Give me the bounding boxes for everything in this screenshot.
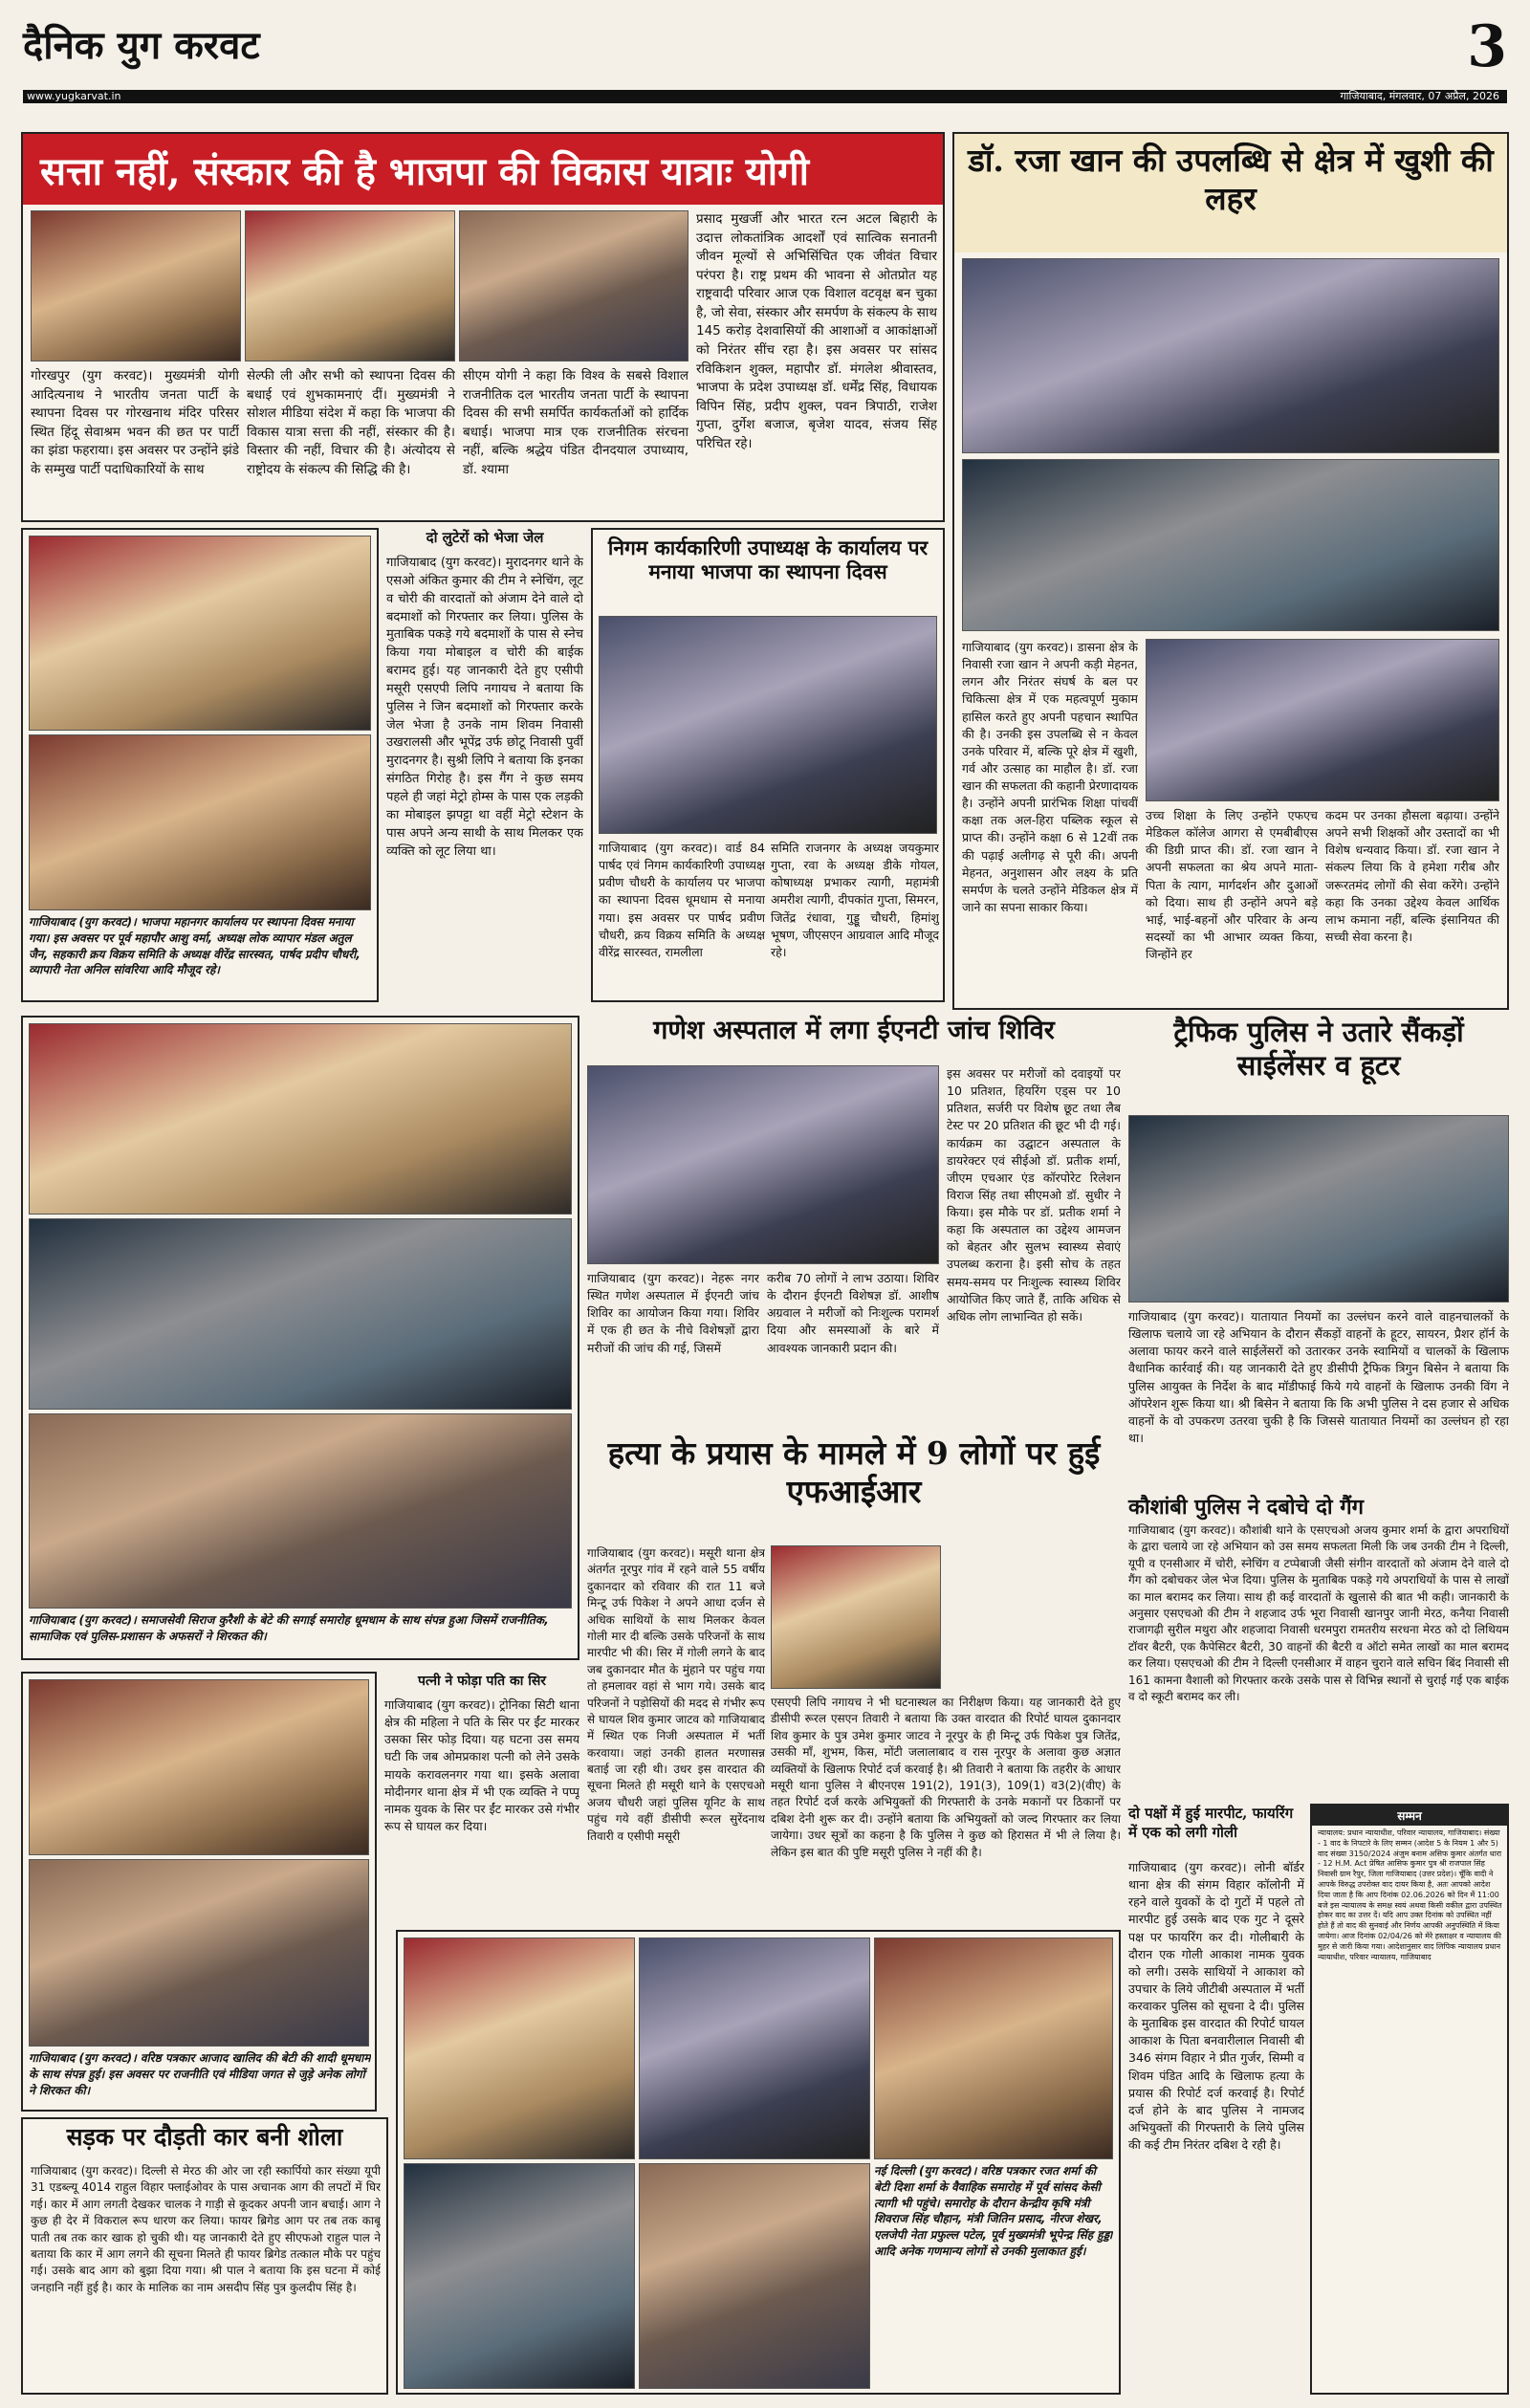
wedding-photo-2 bbox=[29, 1859, 369, 2047]
story-traffic-body: गाजियाबाद (युग करवट)। यातायात नियमों का उल्लंघन करने वाले वाहनचालकों के खिलाफ चलाये जा रहे अभियान के दौरान सैंकड़ों वाहनों के हूटर, सायरन, प्रैशर हॉर्न के अलावा फायर करने वाले साईलेंसरों को उतारकर उनके स्वामियों व चालकों के खिलाफ वैधानिक कार्रवाई की। यह जानकारी देते हुए डीसीपी ट्रैफिक त्रिगुन बिसेन ने बताया कि पुलिस आयुक्त के निर्देश के बाद मॉडीफाई किये गये वाहनों के खिलाफ उनकी विंग ने ऑपरेशन शुरू किया था। श्री बिसेन ने बताया कि कि अभी पुलिस ने दस हजार से अधिक वाहनों के वो उपकरण उतरवा चुकी है कि जिससे यातायात नियमों का उल्लंघन हो रहा था। bbox=[1128, 1309, 1509, 1445]
story-ganesh-headline: गणेश अस्पताल में लगा ईएनटी जांच शिविर bbox=[653, 1016, 1055, 1045]
story-yogi-photo-1 bbox=[31, 210, 241, 361]
wedding-photo-1 bbox=[29, 1679, 369, 1855]
newspaper-brand: दैनिक युग करवट bbox=[23, 23, 260, 68]
story-murder-col-1: गाजियाबाद (युग करवट)। मसूरी थाना क्षेत्र अंतर्गत नूरपुर गांव में रहने वाले 55 वर्षीय दुकानदार को रविवार की रात 11 बजे मिन्टू उर्फ पिकेश ने अपने आधा दर्जन से अधिक साथियों के साथ मिलकर केवल गोली मार दी बल्कि उसके परिजनों के साथ मारपीट भी की। सिर में गोली लगने के बाद जब दुकानदार मौत के मुंहाने पर पहुंच गया तो हमलावर वहां से भाग गये। उसके बाद परिजनों ने पड़ोसियों की मदद से गंभीर रूप से घायल शिव कुमार जाटव को गाजियाबाद में स्थित एक निजी अस्पताल में भर्ती करवाया। जहां उनकी हालत मरणासन्न बताई जा रही थी। उधर इस वारदात की सूचना मिलते ही मसूरी थाने के एसएचओ अजय चौधरी जहां पुलिस यूनिट के साथ पहुंच गये वहीं डीसीपी रूरल सुरेंदनाथ तिवारी व एसीपी मसूरी bbox=[587, 1546, 765, 1843]
delhi-photo-1 bbox=[404, 1937, 635, 2159]
legal-summons bbox=[1310, 1804, 1509, 2395]
story-yogi-col-3: सीएम योगी ने कहा कि विश्व के सबसे विशाल राजनीतिक दल भारतीय जनता पार्टी के स्थापना दिवस की सभी समर्पित कार्यकर्ताओं को हार्दिक बधाई। भाजपा मात्र एक राजनीतिक संरचना नहीं, बल्कि श्रद्धेय पंडित दीनदयाल उपाध्याय, डॉ. श्यामा bbox=[463, 368, 688, 477]
website-url[interactable]: www.yugkarvat.in bbox=[27, 90, 121, 102]
story-ganesh-col-2: गाजियाबाद (युग करवट)। नेहरू नगर स्थित गणेश अस्पताल में ईएनटी जांच शिविर का आयोजन किया गया। शिविर में एक ही छत के नीचे विशेषज्ञों द्वारा मरीजों की जांच की गई, जिसमें bbox=[587, 1271, 759, 1355]
story-nigam-headline: निगम कार्यकारिणी उपाध्यक्ष के कार्यालय पर मनाया भाजपा का स्थापना दिवस bbox=[607, 536, 929, 584]
story-nigam-col-1: गाजियाबाद (युग करवट)। वार्ड 84 पार्षद एवं निगम कार्यकारिणी उपाध्यक्ष प्रवीण चौधरी के कार्यालय पर भाजपा का स्थापना दिवस धूमधाम से मनाया गया। इस अवसर पर पार्षद प्रवीण चौधरी, क्रय विक्रय समिति के अध्यक्ष वीरेंद्र सारस्वत, रामलीला bbox=[599, 841, 765, 959]
story-wife-husband bbox=[384, 1672, 579, 1959]
story-car-headline: सड़क पर दौड़ती कार बनी शोला bbox=[66, 2123, 343, 2151]
masthead bbox=[23, 13, 1507, 101]
story-yogi-col-4: प्रसाद मुखर्जी और भारत रत्न अटल बिहारी के उदात्त लोकतांत्रिक आदर्शों एवं सात्विक सनातनी जीवन मूल्यों से अभिसिंचित एक जीवंत विचार परंपरा है। राष्ट्र प्रथम की भावना से ओतप्रोत यह राष्ट्रवादी परिवार आज एक विशाल वटवृक्ष बन चुका है, जो सेवा, संस्कार और समर्पण के संकल्प के साथ 145 करोड़ देशवासियों की आशाओं व आकांक्षाओं को निरंतर सींच रहा है। इस अवसर पर सांसद रविकिशन शुक्ल, महापौर डॉ. मंगलेश श्रीवास्तव, भाजपा के प्रदेश उपाध्यक्ष डॉ. धर्मेंद्र सिंह, विधायक विपिन सिंह, प्रदीप शुक्ल, पवन त्रिपाठी, राजेश गुप्ता, दुर्गेश बजाज, बृजेश यादव, संजय सिंह परिचित रहे। bbox=[696, 211, 937, 451]
story-raza-photo-2 bbox=[962, 459, 1499, 631]
story-robbers-body: गाजियाबाद (युग करवट)। मुरादनगर थाने के एसओ अंकित कुमार की टीम ने स्नेचिंग, लूट व चोरी की वारदातों को अंजाम देने वाले दो बदमाशों को गिरफ्तार कर लिया। पुलिस के मुताबिक पकड़े गये बदमाशों के पास से स्नेच किया गया मोबाइल व चोरी की बाईक बरामद हुई। यह जानकारी देते हुए एसीपी मसूरी एसएपी लिपि नगायच ने बताया कि पुलिस ने जिन बदमाशों को गिरफ्तार करके जेल भेजा है उनके नाम शिवम निवासी उखरालसी और भूपेंद्र उर्फ छोटू निवासी पुर्वी मुरादनगर है। सुश्री लिपि ने बताया कि इनका संगठित गिरोह है। इस गैंग ने कुछ समय पहले ही जहां मेट्रो होम्स के पास एक लड़की का मोबाइल झपट्टा था वहीं मेट्रो स्टेशन के पास अपने अन्य साथी के साथ मिलकर एक व्यक्ति को लूट लिया था। bbox=[386, 556, 583, 859]
story-raza-photo-3 bbox=[1146, 639, 1499, 801]
story-nigam-photo bbox=[599, 616, 937, 834]
dateline: गाजियाबाद, मंगलवार, 07 अप्रैल, 2026 bbox=[1340, 90, 1499, 102]
story-traffic-photo bbox=[1128, 1115, 1509, 1303]
story-murder-col-2: एसएपी लिपि नगायच ने भी घटनास्थल का निरीक्षण किया। यह जानकारी देते हुए डीसीपी रूरल एसएन तिवारी ने बताया कि उक्त वारदात की रिपोर्ट घायल दुकानदार शिव कुमार के पुत्र उमेश कुमार जाटव ने नूरपुर के ही मिन्टू उर्फ पिकेश पुत्र जितेंद्र, उसकी माँ, शुभम, किस, मोंटी जलालाबाद व रास नूरपुर के अलावा कुछ अज्ञात व्यक्तियों के खिलाफ रिपोर्ट दर्ज करवाई है। श्री तिवारी ने बताया कि तहरीर के आधार मसूरी थाना पुलिस ने बीएनएस 191(2), 191(3), 109(1) व3(2)(वीए) के तहत रिपोर्ट दर्ज करके अभियुक्तों की गिरफ्तारी के उनके मकानों पर ठिकानों पर दबिश देनी शुरू कर दी। उन्होंने बताया कि अभियुक्तों को जल्द गिरफ्तार कर लिया जायेगा। उधर सूत्रों का कहना है कि पुलिस ने कुछ को हिरासत में भी ले लिया है। लेकिन इस बात की पुष्टि मसूरी पुलिस ने नहीं की है। bbox=[771, 1696, 1121, 1859]
delhi-caption: नई दिल्ली (युग करवट)। वरिष्ठ पत्रकार रजत शर्मा की बेटी दिशा शर्मा के वैवाहिक समारोह में पूर्व सांसद केसी त्यागी भी पहुंचे। समारोह के दौरान केन्द्रीय कृषि मंत्री शिवराज सिंह चौहान, मंत्री जितिन प्रसाद, नीरज शेखर, एलजेपी नेता प्रफुल्ल पटेल, पूर्व मुख्यमंत्री भूपेन्द्र सिंह हुड्डा आदि अनेक गणमान्य लोगों से उनकी मुलाकात हुई। bbox=[874, 2163, 1113, 2389]
story-two-robbers bbox=[386, 528, 583, 1002]
story-nigam bbox=[591, 528, 945, 1002]
delhi-photo-5 bbox=[639, 2163, 870, 2389]
story-car-body: गाजियाबाद (युग करवट)। दिल्ली से मेरठ की ओर जा रही स्कार्पियो कार संख्या यूपी 31 एडब्ल्यू 4014 राहुल विहार फ्लाईओवर के पास अचानक आग की लपटों में घिर गई। कार में आग लगती देखकर चालक ने गाड़ी से कूदकर अपनी जान बचाई। आग ने कुछ ही देर में विकराल रूप धारण कर लिया। फायर ब्रिगेड आग पर तब तक काबू पाती तब तक कार खाक हो चुकी थी। यह जानकारी देते हुए सीएफओ राहुल पाल ने बताया कि कार में आग लगने की सूचना मिलते ही फायर ब्रिगेड तत्काल मौके पर पहुंच गई। उसके बाद आग को बुझा दिया गया। श्री पाल ने बताया कि इस घटना में कोई जनहानि नहीं हुई है। कार के मालिक का नाम असदीप सिंह पुत्र कुलदीप सिंह है। bbox=[31, 2164, 381, 2294]
legal-summons-heading: सम्मन bbox=[1312, 1806, 1507, 1826]
wedding-caption: गाजियाबाद (युग करवट)। वरिष्ठ पत्रकार आजाद खालिद की बेटी की शादी धूमधाम के साथ संपन्न हुई। इस अवसर पर राजनीति एवं मीडिया जगत से जुड़े अनेक लोगों ने शिरकत की। bbox=[29, 2050, 371, 2108]
engagement-caption: गाजियाबाद (युग करवट)। समाजसेवी सिराज कुरैशी के बेटे की सगाई समारोह धूमधाम के साथ संपन्न हुआ जिसमें राजनीतिक, सामाजिक एवं पुलिस-प्रशासन के अफसरों ने शिरकत की। bbox=[29, 1612, 574, 1656]
bjp-office-photo-block bbox=[21, 528, 379, 1002]
story-raza-col-3: कदम पर उनका हौसला बढ़ाया। उन्होंने अपने सभी शिक्षकों और उस्तादों का भी विशेष धन्यवाद किया। डॉ. रजा खान ने संकल्प लिया कि वे हमेशा गरीब और जरूरतमंद लोगों की सेवा करेंगे। उन्होंने कहा कि उनका उद्देश्य केवल आर्थिक लाभ कमाना नहीं, बल्कि इंसानियत की सच्ची सेवा करना है। bbox=[1325, 808, 1499, 944]
story-murder-photo bbox=[771, 1545, 941, 1689]
story-murder-headline: हत्या के प्रयास के मामले में 9 लोगों पर हुई एफआईआर bbox=[607, 1434, 1101, 1510]
story-yogi-photo-3 bbox=[459, 210, 688, 361]
story-wife-headline: पत्नी ने फोड़ा पति का सिर bbox=[417, 1674, 547, 1689]
story-yogi-col-2: सेल्फी ली और सभी को स्थापना दिवस की बधाई एवं शुभकामनाएं दीं। मुख्यमंत्री ने सोशल मीडिया संदेश में कहा कि भाजपा की विकास यात्रा सत्ता की नहीं, संस्कार की है। विस्तार की नहीं, विचार की है। अंत्योदय से राष्ट्रोदय के संकल्प की सिद्धि की है। bbox=[247, 368, 455, 477]
story-yogi-col-1: गोरखपुर (युग करवट)। मुख्यमंत्री योगी आदित्यनाथ ने भारतीय जनता पार्टी के स्थापना दिवस पर गोरखनाथ मंदिर परिसर स्थित हिंदू सेवाश्रम भवन की छत पर पार्टी का झंडा फहराया। इस अवसर पर उन्होंने झंडे के सम्मुख पार्टी पदाधिकारियों के साथ bbox=[31, 368, 239, 477]
engagement-photo-1 bbox=[29, 1023, 572, 1215]
bjp-office-caption: गाजियाबाद (युग करवट)। भाजपा महानगर कार्यालय पर स्थापना दिवस मनाया गया। इस अवसर पर पूर्व महापौर आशु वर्मा, अध्यक्ष लोक व्यापार मंडल अतुल जैन, सहकारी क्रय विक्रय समिति के अध्यक्ष वीरेंद्र सारस्वत, पार्षद प्रदीप चौधरी, व्यापारी नेता अनिल सांवरिया आदि मौजूद रहे। bbox=[29, 914, 373, 998]
story-attempt-murder bbox=[587, 1434, 1121, 1922]
delhi-photo-4 bbox=[404, 2163, 635, 2389]
engagement-photo-block bbox=[21, 1016, 579, 1660]
story-kaushambi-headline: कौशांबी पुलिस ने दबोचे दो गैंग bbox=[1128, 1495, 1365, 1520]
story-firing-headline: दो पक्षों में हुई मारपीट, फायरिंग में एक को लगी गोली bbox=[1128, 1805, 1294, 1841]
story-yogi-headline: सत्ता नहीं, संस्कार की है भाजपा की विकास यात्राः योगी bbox=[23, 134, 943, 205]
bjp-office-photo-1 bbox=[29, 536, 371, 731]
engagement-photo-3 bbox=[29, 1413, 572, 1609]
bjp-office-photo-2 bbox=[29, 734, 371, 910]
story-yogi-photo-2 bbox=[245, 210, 455, 361]
story-firing-body: गाजियाबाद (युग करवट)। लोनी बॉर्डर थाना क्षेत्र की संगम विहार कॉलोनी में रहने वाले युवकों के दो गुटों में पहले तो मारपीट हुई उसके बाद एक गुट ने दूसरे पक्ष पर फायरिंग कर दी। गोलीबारी के दौरान एक गोली आकाश नामक युवक को लगी। उसके साथियों ने आकाश को उपचार के लिये जीटीबी अस्पताल में भर्ती करवाकर पुलिस को सूचना दे दी। पुलिस के मुताबिक इस वारदात की रिपोर्ट घायल आकाश के पिता बनवारीलाल निवासी बी 346 संगम विहार ने प्रीत गुर्जर, सिम्मी व शिवम पंडित आदि के खिलाफ हत्या के प्रयास की रिपोर्ट दर्ज करवाई है। रिपोर्ट दर्ज होने के बाद पुलिस ने नामजद अभियुक्तों की गिरफ्तारी के लिये पुलिस की कई टीम निरंतर दबिश दे रही है। bbox=[1128, 1860, 1304, 2152]
story-car-fire bbox=[21, 2117, 388, 2395]
engagement-photo-2 bbox=[29, 1218, 572, 1410]
story-firing bbox=[1128, 1804, 1304, 2395]
story-traffic-headline: ट्रैफिक पुलिस ने उतारे सैंकड़ों साईलेंसर व हूटर bbox=[1173, 1016, 1464, 1082]
story-kaushambi-body: गाजियाबाद (युग करवट)। कौशांबी थाने के एसएचओ अजय कुमार शर्मा के द्वारा अपराधियों के द्वारा चलाये जा रहे अभियान को उस समय सफलता मिली कि जब उनकी टीम ने दिल्ली, यूपी व एनसीआर में चोरी, स्नेचिंग व टप्पेबाजी जैसी संगीन वारदातों को अंजाम देने वाले दो गैंग को दबोचकर जेल भेज दिया। पुलिस के मुताबिक पकड़े गये अपराधियों के पास से लाखों का माल बरामद कर लिया। साथ ही कई वारदातों के खुलासे की बात भी कही। जानकारी के अनुसार एसएचओ की टीम ने शहजाद उर्फ भूरा निवासी खानपुर जानी मेरठ, कनैया निवासी राजागढ़ी सुरील मथुरा और शहजादा निवासी धरमपुरा रामतरीय सरधना मेरठ को दो लिथियम टॉवर बैटरी, एक कैपेसिटर बैटरी, 30 वाहनों की बैटरी व ऑटो समेत लाखों का माल बरामद कर लिया। एसएचओ की टीम ने दिल्ली एनसीआर में वाहन चुराने वाले सचिन बिंद निवासी सी 161 कामना वैशाली को गिरफ्तार करके उसके पास से विभिन्न स्थानों से चुराई गई एक बाईक व दो स्कूटी बरामद कर ली। bbox=[1128, 1523, 1509, 1703]
delhi-photo-2 bbox=[639, 1937, 870, 2159]
story-yogi bbox=[21, 132, 945, 522]
story-ganesh-col-1: इस अवसर पर मरीजों को दवाइयों पर 10 प्रतिशत, हियरिंग एड्स पर 10 प्रतिशत, सर्जरी पर विशेष छूट तथा लैब टेस्ट पर 20 प्रतिशत की छूट भी दी गई। कार्यक्रम का उद्घाटन अस्पताल के डायरेक्टर एवं सीईओ डॉ. प्रतीक शर्मा, जीएम एचआर एंड कॉरपोरेट रिलेशन विराज सिंह तथा सीएमओ डॉ. सुधीर ने किया। इस मौके पर डॉ. प्रतीक शर्मा ने कहा कि अस्पताल का उद्देश्य आमजन को बेहतर और सुलभ स्वास्थ्य सेवाएं उपलब्ध कराना है। इसी सोच के तहत समय-समय पर निःशुल्क स्वास्थ्य शिविर आयोजित किए जाते हैं, ताकि अधिक से अधिक लोग लाभान्वित हो सकें। bbox=[947, 1066, 1121, 1324]
delhi-photo-3 bbox=[874, 1937, 1113, 2159]
story-robbers-headline: दो लुटेरों को भेजा जेल bbox=[426, 529, 544, 546]
story-wife-body: गाजियाबाद (युग करवट)। ट्रोनिका सिटी थाना क्षेत्र की महिला ने पति के सिर पर ईंट मारकर उसका सिर फोड़ दिया। यह घटना उस समय घटी कि जब ओमप्रकाश पत्नी को लेने उसके मायके करावलनगर गया था। इसके अलावा मोदीनगर थाना क्षेत्र में भी एक व्यक्ति ने पप्पू नामक युवक के सिर पर ईंट मारकर उसे गंभीर रूप से घायल कर दिया। bbox=[384, 1697, 579, 1833]
legal-summons-body: न्यायालय: प्रधान न्यायाधीश, परिवार न्यायालय, गाजियाबाद। संख्या - 1 वाद के निपटारे के लिए सम्मन (आदेश 5 के नियम 1 और 5) वाद संख्या 3150/2024 अंजुम बनाम असिफ कुमार अंतर्गत धारा - 12 H.M. Act प्रेषित आसिफ कुमार पुत्र श्री राजपाल सिंह निवासी ग्राम रैपुर, जिला गाजियाबाद (उत्तर प्रदेश)। चूँकि वादी ने आपके विरुद्ध उपरोक्त वाद दायर किया है, अतः आपको आदेश दिया जाता है कि आप दिनांक 02.06.2026 को दिन में 11:00 बजे इस न्यायालय के समक्ष स्वयं अथवा किसी वकील द्वारा उपस्थित होकर वाद का उत्तर दें। यदि आप उक्त दिनांक को उपस्थित नहीं होते हैं तो वाद की सुनवाई और निर्णय आपकी अनुपस्थिति में किया जायेगा। आज दिनांक 02/04/26 को मेरे हस्ताक्षर व न्यायालय की मुहर से जारी किया गया। आदेशानुसार वाद लिपिक न्यायालय प्रधान न्यायाधीश, परिवार न्यायालय, गाजियाबाद bbox=[1318, 1828, 1502, 1961]
story-nigam-col-2: समिति राजनगर के अध्यक्ष जयकुमार गुप्ता, रवा के अध्यक्ष डीके गोयल, कोषाध्यक्ष प्रभाकर त्यागी, महामंत्री अमरीश त्यागी, दीपकांत गुप्ता, सिमरन, जितेंद्र रंधावा, गुड्डू चौधरी, हिमांशु भूषण, जीएसएन आग्रवाल आदि मौजूद रहे। bbox=[771, 841, 939, 959]
story-ganesh-hospital bbox=[587, 1016, 1121, 1427]
story-raza-photo-1 bbox=[962, 258, 1499, 453]
story-kaushambi bbox=[1128, 1492, 1509, 1796]
story-traffic-police bbox=[1128, 1016, 1509, 1480]
story-raza-col-1: गाजियाबाद (युग करवट)। डासना क्षेत्र के निवासी रजा खान ने अपनी कड़ी मेहनत, लगन और निरंतर संघर्ष के बल पर चिकित्सा क्षेत्र में एक महत्वपूर्ण मुकाम हासिल करते हुए अपनी पहचान स्थापित की है। उनकी इस उपलब्धि से न केवल उनके परिवार में, बल्कि पूरे क्षेत्र में खुशी, गर्व और उत्साह का माहौल है। डॉ. रजा खान की सफलता की कहानी प्रेरणादायक है। उन्होंने अपनी प्रारंभिक शिक्षा पांचवीं कक्षा तक अल-हिरा पब्लिक स्कूल से प्राप्त की। उन्होंने कक्षा 6 से 12वीं तक की पढ़ाई अलीगढ़ से पूरी की। अपनी मेहनत, अनुशासन और लक्ष्य के प्रति समर्पण के चलते उन्होंने मेडिकल क्षेत्र में जाने का सपना साकार किया। bbox=[962, 640, 1138, 914]
story-raza-col-2: उच्च शिक्षा के लिए उन्होंने एफएच मेडिकल कॉलेज आगरा से एमबीबीएस की डिग्री प्राप्त की। डॉ. रजा खान ने अपनी सफलता का श्रेय अपने माता-पिता के त्याग, मार्गदर्शन और दुआओं को दिया। साथ ही उन्होंने अपने बड़े भाई, भाई-बहनों और परिवार के अन्य सदस्यों का भी आभार व्यक्त किया, जिन्होंने हर bbox=[1146, 808, 1318, 961]
story-raza-headline: डॉ. रजा खान की उपलब्धि से क्षेत्र में खुशी की लहर bbox=[954, 134, 1507, 252]
page-number: 3 bbox=[1467, 13, 1507, 80]
story-raza-khan bbox=[952, 132, 1509, 1010]
wedding-photo-block bbox=[21, 1672, 377, 2112]
story-ganesh-col-3: करीब 70 लोगों ने लाभ उठाया। शिविर के दौरान ईएनटी विशेषज्ञ डॉ. आशीष अग्रवाल ने मरीजों को निःशुल्क परामर्श दिया और समस्याओं के बारे में आवश्यक जानकारी प्रदान की। bbox=[767, 1271, 939, 1355]
delhi-wedding-photo-block bbox=[396, 1930, 1121, 2395]
story-ganesh-photo bbox=[587, 1065, 939, 1264]
masthead-rule bbox=[23, 90, 1507, 103]
